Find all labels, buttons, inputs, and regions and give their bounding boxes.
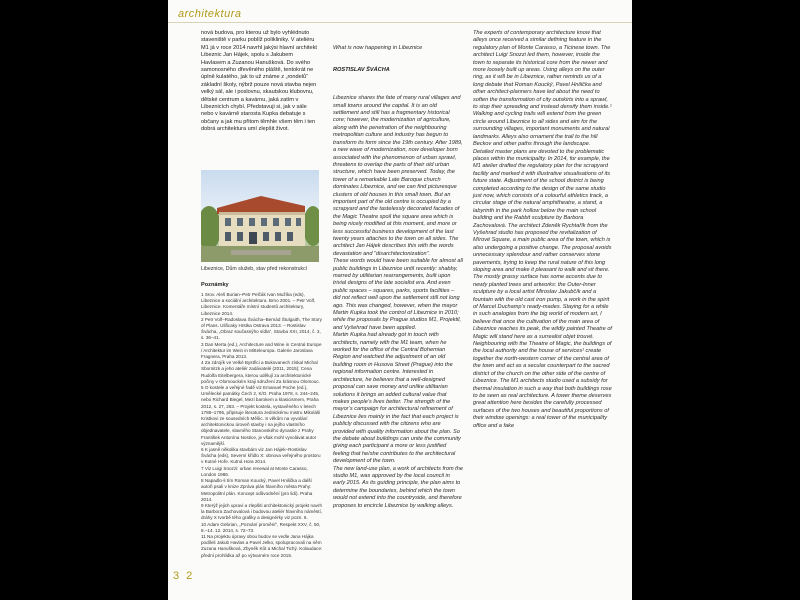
building-illustration: [201, 170, 319, 262]
note-item: 10 Adam Gebrian, „Pozvání promění“, Respekt XXV, č. 50, 8.–14. 12. 2014, s. 72–73.: [201, 521, 321, 533]
article-body-1: Libeznice shares the fate of many rural villages and small towns around the capital. It is an old settlement and still has a fragmentary historical core; however, the modernization of agriculture, along with the penetration of the neighbouring metropolitan culture and industry has begun to transform its form since the 19th century. After 1989, a new wave of modernization, now developer born associated with the phenomenon of urban sprawl, threatens to overlap the parts of their old urban structure, which have been preserved. Today, the tower of a remarkable Late Baroque church dominates Libeznice, and we can find picturesque clusters of old houses in this small town. But an important part of the old centre is occupied by a scrapyard and the tastelessly decorated facades of the Magic Theatre spoil the square area which is being nicely modified at this moment, and more or less successful business development of the last twenty years attaches to the town on all sides. The architect Jan Hájek describes this with the words devastation and “disarchitectonization”. These words would have been suitable for almost all public buildings in Libeznice until recently: shabby, marred by utilitarian rearrangements, built upon trivial designs of the late socialist era. And even public spaces – squares, parks, sports facilities – did not reflect well upon the settlement still not long ago. This was changed, however, when the mayor Martin Kupka took the control of Libeznice in 2010; while the proposals by Prague studios M1, Projektil, and Vyšehrad have been applied. Martin Kupka had already got in touch with architects, namely with the M1 team, when he worked for the office of the Central Bohemian Region and watched the adjustment of an old building room in Husova Street (Prague) into the regional information centre. Interested in architecture, he believes that a well-designed proposal can save money and unlike utilitarian solutions it brings an added cultural value that makes people’s lives better. The strength of the mayor’s campaign for architectural refinement of Libeznice lies mainly in the fact that each project is publicly discussed with the citizens who are provided with quality information about the plan. So the debate about buildings can unite the community giving each participant a more or less justified feeling that he/she contributes to the architectural development of the town. The new land-use plan, a work of architects from the studio M1, was approved by the local council in early 2015. As its guiding principle, the plan aims to determine the boundaries, behind which the town would not extend into the countryside, and therefore proposes to encircle Libeznice by walking alleys.: [333, 95, 463, 509]
note-item: 1 Srov. Aleš Burian–Petr Pelčák Ivan Mužíka (eds), Libeznice a sociální architektura. Brno 2001. – Petr Volf, Libeznice. Komentáře místní studentů architektury, Libeznice 2014.: [201, 292, 316, 316]
header-rule: [168, 22, 632, 23]
note-item: 11 Na projektu úpravy obou budov se vedle Jana Hájka podíleli Jakub Havlas a Pavel Jelko, spolupracovali na něm Zuzana Hanušková, Zbyněk Kůt a Michal Tichý. Kolaudace: přední prohlídka až po výtvarném roce 2015.: [201, 533, 323, 558]
czech-intro-text: nová budova, pro kterou už bylo vyhlédnuto staveniště v parku poblíž polikliniky. V ateliéru M1 já v roce 2014 navrhl jakýsi hlavní architekt Libeznic Jan Hájek, spolu s Jakubem Havlasem a Zuzanou Hanušková. Do svého samonosného dřevěného pláště, tentokrát ne úplně kulatého, jak to už známe z „rondelů“ základní školy, nýbrž pouze nová stavba nejen velký sál, ale i poslovnu, skautskou klubovnu, dětské centrum a kavárnu, jaká zatím v Libeznicích chybí. Představuji si, jak v sále nebo v kavárně starosta Kupka debatuje s občany a jak mu přitom těmhle všem těm i ten dobrá architektura umí zlepšit život.: [201, 30, 319, 133]
page-number: 3 2: [173, 570, 195, 582]
notes-list: [201, 292, 323, 559]
note-item: 4 Za zdrojík ve Velké Bystřici a Bukovanech získal Michal Sbornitzk a jeho ateliér zadávatelé (2011, 2015); Cena Rudolfa Eitelbergera, kterou udělují za architektonické počiny v Olomouckém kraji sdružení Za krásnou Olomouc.: [201, 360, 320, 384]
note-item: 3 Dan Merta (ed.), Architecture and Wine in Central Europe / Architektur im Wein in Mitteleuropa. Galerie Jaroslava Fragnera, Praha 2013.: [201, 341, 322, 360]
note-item: 6 K jasně několika stavbám viz Jan Hájek–Rostislav Švácha (eds), Severní křídlo X: obnova veřejného prostoru v Kutné Hoře. Kutná Hora 2014.: [201, 447, 321, 465]
article-lead: What is now happening in Libeznice: [333, 44, 423, 51]
article-author: ROSTISLAV ŠVÁCHA: [333, 67, 390, 74]
section-title: architektura: [178, 8, 242, 20]
note-item: 5 O kostele a veřejné řadě viz Emanuel Poche (ed.), Umělecké památky Čech 2, K/O. Praha 1978, s. 244–245, nebo Richard Biegel, Mezi barokem a klasicismem, Praha 2012, s. 27, 283. – Projekt kostela, vystavěného v letech 1788–1795, připisuje literatura zednickému mistru Mikoláši Kristkovi ze sousedních Měšic. S věkům na vyvolání architektonickou úroveň stavby i na jejího vlastního objednavatele, slavného Stanovského dynastie z Prahy František Antonína Nostice, je však mohl vyvolávat autor významější.: [201, 385, 321, 446]
note-item: 9 Kterýž jejich upravi a zlepšiti architektonický projekt navrh la Barbora Zachovalová i budovou ateliér hlavního náměstí, dráhy X tvorbě tého grafiky a designérky viz pozn. 6.: [201, 502, 323, 521]
building-photo: [201, 170, 319, 262]
english-article-column-2: The experts of contemporary architecture know that alleys once received a similar defining feature in the regulatory plan of Monte Carasso, a Ticinese town. The architect Luigi Snozzi led them, however, inside the town to separate its historical core from the newer and more loosely built up areas. Using alleys on the outer ring, as it will be in Libeznice, rather reminds us of a long debate that Roman Koucký, Pavel Hnilička and other architect-planners have led about the need to soften the transformation of city outskirts into a sprawl, to stop their spreading and instead densify them inside.¹ Walking and cycling trails will extend from the green circle around Libeznice to all sides and aim for the surrounding villages, important monuments and natural landmarks. Alleys also ornament the trail to the hill Beckov and other paths through the landscape. Detailed master plans are devoted to the problematic places within the municipality. In 2014, for example, the M1 atelier drafted the regulatory plan for the scrapyard facility and marked it with illustrative visualisations of its future state. Adjustment of the school district is being completed according to the design of the same studio just now, which consists of a colourful athletics track, a circular stage of the natural amphitheatre, a stand, a labyrinth in the park hollow below the main school building and the Rabbit sculpture by Barbora Zachovalová. The architect Zdeněk Rychtařík from the Vyšehrad studio has proposed the revitalization of Mírové Square, a main public area of the town, which is also undergoing a positive change. The proposal avoids unnecessary splendour and rather conserves stone pavements, trying to keep the rural nature of this long sloping area and make it pleasant to walk and sit there. The mostly grassy surface has some accents due to newly planted trees and artworks: the Outer-Inner sculpture by a local artist Miroslav Jakubčík and a fountain with the old cast iron pump, a work in the spirit of Marcel Duchamp’s ready-mades. Staying for a while in such analogies from the big world of modern art, I believe that once the cultivation of the main area of Libeznice reaches its peak, the wildly painted Theatre of Magic will stand here as a surrealist objet trouvé. Neighbouring with the Theatre of Magic, the buildings of the local authority and the house of services¹ create together the north-western corner of the central area of the town and act as a secular counterpart to the sacred district of the church on the other side of the centre of Libeznice. The M1 architects studio used a subsidy for thermal insulation in such a way that both buildings rose to be seen as real architecture. A tower theme deserves great attention here besides the carefully processed surfaces of the two houses and beautiful proportions of their window openings: a real tower of the municipality office and a fake: [473, 30, 612, 429]
note-item: 7 Viz Luigi Snozzi: urban renewal at Monte Carasso, London 1986.: [201, 465, 308, 477]
note-item: 8 Napadlo-li tím Roman Koucký, Pavel Hnilička a další autoři psali v knize Zpráva plán hlavního města Prahy: Metropolitní plán. Koncept odůvodnění (pro lidi). Praha 2014.: [201, 478, 313, 502]
notes-heading: Poznámky: [201, 282, 229, 288]
photo-caption: Libeznice, Dům služeb, stav před rekonstrukcí: [201, 266, 308, 272]
magazine-page: [168, 0, 632, 600]
note-item: 2 Petr Volf–Radoslava Švácha–Bernád Štulgaith, The Story of Plans. Ulificaky Hrstka Ostrava 2013. – Rostislav Švácha, „Obraz současnýho sídla“, Stavba XXI, 2014, č. 3, s. 36–41.: [201, 316, 322, 341]
english-article-column-1: [333, 30, 463, 525]
